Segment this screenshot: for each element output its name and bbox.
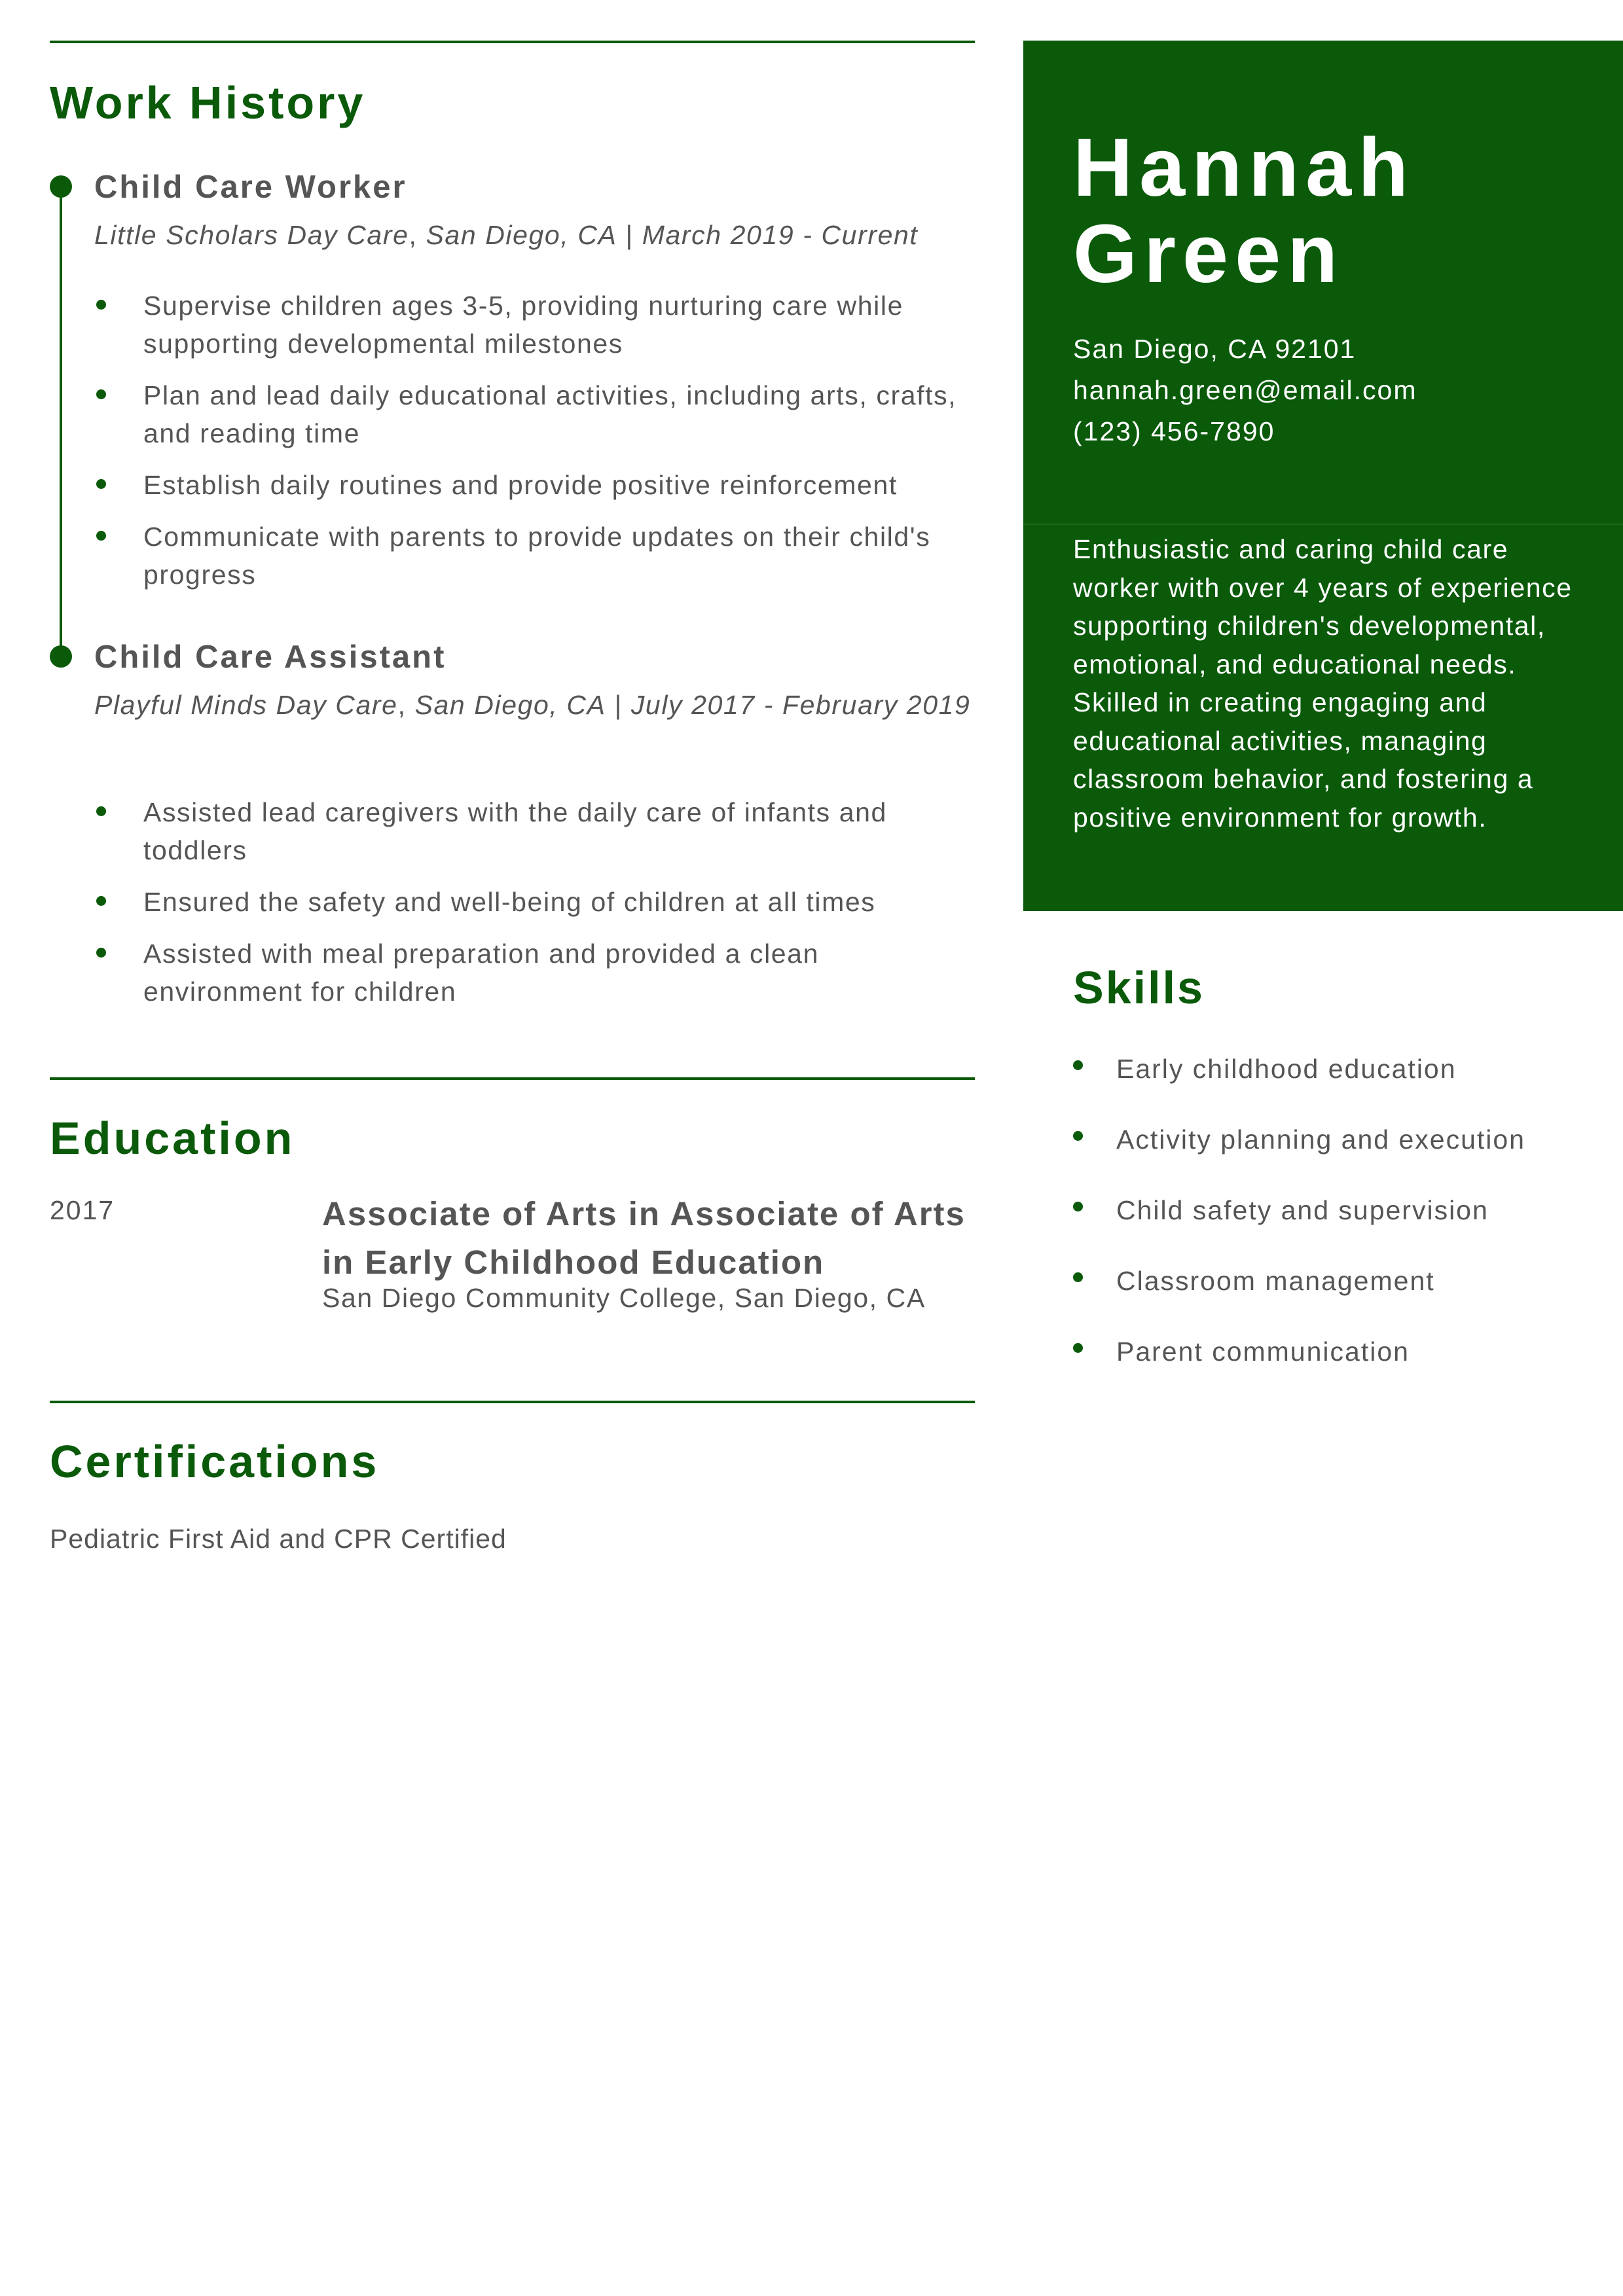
candidate-name <box>1073 121 1415 300</box>
bullet-icon <box>96 896 106 906</box>
list-item: Establish daily routines and provide positive reinforcement <box>50 466 975 504</box>
list-item: Supervise children ages 3-5, providing nurturing care while supporting developmental milestones <box>50 287 975 363</box>
education-school: San Diego Community College, San Diego, CA <box>322 1283 926 1313</box>
job-meta: Playful Minds Day Care, San Diego, CA | July 2017 - February 2019 <box>94 690 971 720</box>
bullet-icon <box>96 531 106 541</box>
work-history-heading: Work History <box>50 77 366 128</box>
skills-heading: Skills <box>1073 962 1205 1013</box>
job-bullet-list <box>94 793 975 1024</box>
first-name: Hannah <box>1073 121 1415 213</box>
timeline-dot-icon <box>50 175 72 198</box>
bullet-icon <box>96 389 106 399</box>
list-item: Communicate with parents to provide updates on their child's progress <box>50 518 975 594</box>
list-item: Plan and lead daily educational activities, including arts, crafts, and reading time <box>50 376 975 452</box>
list-item: Parent communication <box>1073 1335 1597 1406</box>
contact-email[interactable]: hannah.green@email.com <box>1073 375 1417 405</box>
job-title: Child Care Assistant <box>94 639 447 675</box>
certification-item: Pediatric First Aid and CPR Certified <box>50 1524 507 1554</box>
last-name: Green <box>1073 207 1345 300</box>
job-title: Child Care Worker <box>94 170 407 205</box>
job-location: San Diego, CA <box>426 220 617 250</box>
work-history-section <box>50 41 975 1077</box>
list-item: Ensured the safety and well-being of children at all times <box>50 883 975 921</box>
bullet-icon <box>96 948 106 958</box>
education-section <box>50 1077 975 1401</box>
bullet-icon <box>96 479 106 489</box>
job-dates: July 2017 - February 2019 <box>630 690 971 720</box>
timeline-dot-icon <box>50 645 72 668</box>
bullet-icon <box>1073 1131 1083 1141</box>
professional-summary: Enthusiastic and caring child care worker with over 4 years of experience supporting children's developmental, emotional, and educational needs. Skilled in creating engaging and educational activities, managing classroom behavior, and fostering a positive environment for growth. <box>1073 534 1573 833</box>
bullet-icon <box>1073 1272 1083 1282</box>
header-sidebar <box>1023 41 1623 911</box>
contact-info <box>1073 329 1417 452</box>
job-location: San Diego, CA <box>414 690 606 720</box>
contact-phone[interactable]: (123) 456-7890 <box>1073 416 1275 446</box>
job-meta: Little Scholars Day Care, San Diego, CA | March 2019 - Current <box>94 220 919 250</box>
bullet-icon <box>1073 1202 1083 1211</box>
skills-section <box>1073 962 1597 1406</box>
list-item: Activity planning and execution <box>1073 1123 1597 1194</box>
education-degree: Associate of Arts in Associate of Arts in Early Childhood Education <box>322 1195 966 1281</box>
skills-list <box>1073 1052 1597 1406</box>
job-bullet-list <box>94 287 975 607</box>
list-item: Assisted lead caregivers with the daily care of infants and toddlers <box>50 793 975 869</box>
bullet-icon <box>1073 1060 1083 1070</box>
certifications-section <box>50 1401 975 1600</box>
bullet-icon <box>96 806 106 816</box>
list-item: Child safety and supervision <box>1073 1194 1597 1265</box>
education-heading: Education <box>50 1113 295 1164</box>
list-item: Classroom management <box>1073 1265 1597 1335</box>
main-column <box>50 41 975 1600</box>
contact-location: San Diego, CA 92101 <box>1073 334 1357 364</box>
bullet-icon <box>1073 1343 1083 1353</box>
sidebar-divider <box>1023 524 1623 525</box>
job-employer: Little Scholars Day Care <box>94 220 409 250</box>
education-year: 2017 <box>50 1195 115 1225</box>
list-item: Early childhood education <box>1073 1052 1597 1123</box>
list-item: Assisted with meal preparation and provided a clean environment for children <box>50 935 975 1011</box>
certifications-heading: Certifications <box>50 1436 380 1487</box>
job-dates: March 2019 - Current <box>642 220 919 250</box>
bullet-icon <box>96 300 106 310</box>
job-employer: Playful Minds Day Care <box>94 690 398 720</box>
